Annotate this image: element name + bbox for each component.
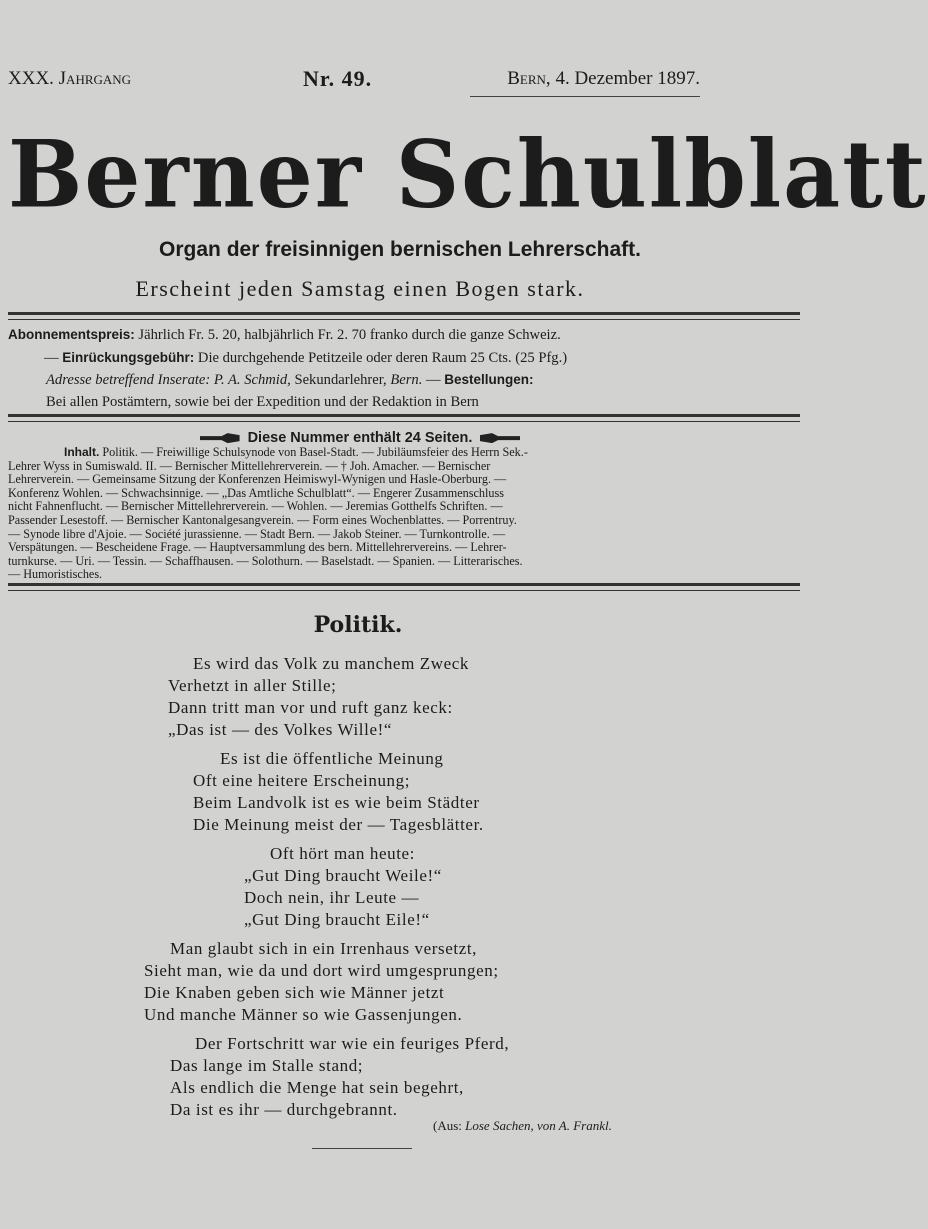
poem-line: Da ist es ihr — durchgebrannt. <box>170 1100 398 1119</box>
poem-line: Dann tritt man vor und ruft ganz keck: <box>168 698 453 717</box>
source-prefix: (Aus: <box>433 1118 466 1133</box>
subscription-text: Jährlich Fr. 5. 20, halbjährlich Fr. 2. 70 franko durch die ganze Schweiz. <box>134 327 561 343</box>
issue-heading-text: Diese Nummer enthält 24 Seiten. <box>247 430 473 446</box>
pointing-hand-icon <box>480 433 520 443</box>
date-text: 4. Dezember 1897. <box>550 68 700 89</box>
contents-line: Konferenz Wohlen. — Schwachsinnige. — „Das Amtliche Schulblatt“. — Engerer Zusammenschluss <box>8 485 504 500</box>
advert-city: Bern. <box>390 372 423 388</box>
poem-line: Als endlich die Menge hat sein begehrt, <box>170 1078 464 1097</box>
contents-line: Passender Lesestoff. — Bernischer Kantonalgesangverein. — Form eines Wochenblattes. — Porrentruy. <box>8 512 517 527</box>
volume-label: XXX. Jahrgang <box>8 68 132 89</box>
poem-line: Oft hört man heute: <box>270 844 416 863</box>
poem-line: „Das ist — des Volkes Wille!“ <box>168 720 392 739</box>
newspaper-subtitle: Organ der freisinnigen bernischen Lehrerschaft. <box>159 238 641 261</box>
contents-line: — Humoristisches. <box>8 567 103 582</box>
contents-line: turnkurse. — Uri. — Tessin. — Schaffhausen. — Solothurn. — Baselstadt. — Spanien. — Litterarisches. <box>8 553 523 568</box>
issue-heading <box>0 430 720 446</box>
issue-date <box>507 68 700 90</box>
date-city: Bern, <box>507 68 551 89</box>
pointing-hand-icon <box>200 433 240 443</box>
publication-frequency: Erscheint jeden Samstag einen Bogen stark. <box>135 276 585 301</box>
newspaper-title: Berner Schulblatt <box>8 119 928 229</box>
contents-line: — Synode libre d'Ajoie. — Société jurassienne. — Stadt Bern. — Jakob Steiner. — Turnkontrolle. — <box>8 526 506 541</box>
advert-role: Sekundarlehrer, <box>290 372 391 388</box>
poem-line: Sieht man, wie da und dort wird umgesprungen; <box>144 961 499 980</box>
poem-line: Doch nein, ihr Leute — <box>244 888 420 907</box>
date-underline <box>470 96 700 97</box>
divider-rule <box>8 414 800 422</box>
terms-line-4: Bei allen Postämtern, sowie bei der Expedition und der Redaktion in Bern <box>46 393 479 410</box>
poem-line: Man glaubt sich in ein Irrenhaus versetzt, <box>170 939 478 958</box>
terms-line-2 <box>8 347 708 370</box>
contents-line: Lehrerverein. — Gemeinsame Sitzung der Konferenzen Heimiswyl-Wynigen und Hasle-Oberburg. — <box>8 472 507 487</box>
poem-line: Das lange im Stalle stand; <box>170 1056 364 1075</box>
poem-source <box>433 1118 612 1134</box>
contents-label: Inhalt. <box>64 445 100 459</box>
advert-address: Adresse betreffend Inserate: P. A. Schmid, <box>46 372 291 388</box>
end-rule <box>312 1148 412 1149</box>
contents-text: Politik. — Freiwillige Schulsynode von Basel-Stadt. — Jubiläumsfeier des Herrn Sek.- <box>99 445 528 459</box>
subscription-label: Abonnementspreis: <box>8 327 135 342</box>
poem-line: „Gut Ding braucht Weile!“ <box>244 866 442 885</box>
poem-line: Beim Landvolk ist es wie beim Städter <box>193 793 480 812</box>
dash: — <box>422 372 445 388</box>
advert-fee-label: Einrückungsgebühr: <box>62 349 195 365</box>
dash: — <box>44 349 63 366</box>
divider-rule <box>8 312 800 320</box>
source-title: Lose Sachen, von A. Frankl. <box>465 1118 612 1133</box>
terms-line-1 <box>8 324 708 347</box>
orders-label: Bestellungen: <box>444 372 534 387</box>
divider-rule <box>8 583 800 591</box>
masthead-line <box>8 68 700 94</box>
contents-line: nicht Fahnenflucht. — Bernischer Mittellehrerverein. — Wohlen. — Jeremias Gotthelfs Schriften. — <box>8 499 503 514</box>
contents-line <box>8 446 708 460</box>
poem-line: Es ist die öffentliche Meinung <box>220 749 444 768</box>
issue-number: Nr. 49. <box>303 66 373 91</box>
poem-line: Es wird das Volk zu manchem Zweck <box>193 654 470 673</box>
poem-line: Der Fortschritt war wie ein feuriges Pferd, <box>195 1034 510 1053</box>
article-title: Politik. <box>313 612 403 638</box>
advert-fee-text: Die durchgehende Petitzeile oder deren Raum 25 Cts. (25 Pfg.) <box>194 349 568 366</box>
poem-line: Oft eine heitere Erscheinung; <box>193 771 411 790</box>
poem-line: Die Meinung meist der — Tagesblätter. <box>193 815 484 834</box>
poem-line: Und manche Männer so wie Gassenjungen. <box>144 1005 463 1024</box>
poem-line: Verhetzt in aller Stille; <box>168 676 337 695</box>
poem-line: „Gut Ding braucht Eile!“ <box>244 910 430 929</box>
contents-line: Verspätungen. — Bescheidene Frage. — Hauptversammlung des bern. Mittellehrervereins. — Lehrer- <box>8 540 507 555</box>
table-of-contents <box>8 446 708 582</box>
terms-line-3 <box>8 369 708 392</box>
subscription-terms <box>8 324 708 413</box>
contents-line: Lehrer Wyss in Sumiswald. II. — Bernischer Mittellehrerverein. — † Joh. Amacher. — Bernischer <box>8 458 491 473</box>
poem-line: Die Knaben geben sich wie Männer jetzt <box>144 983 445 1002</box>
